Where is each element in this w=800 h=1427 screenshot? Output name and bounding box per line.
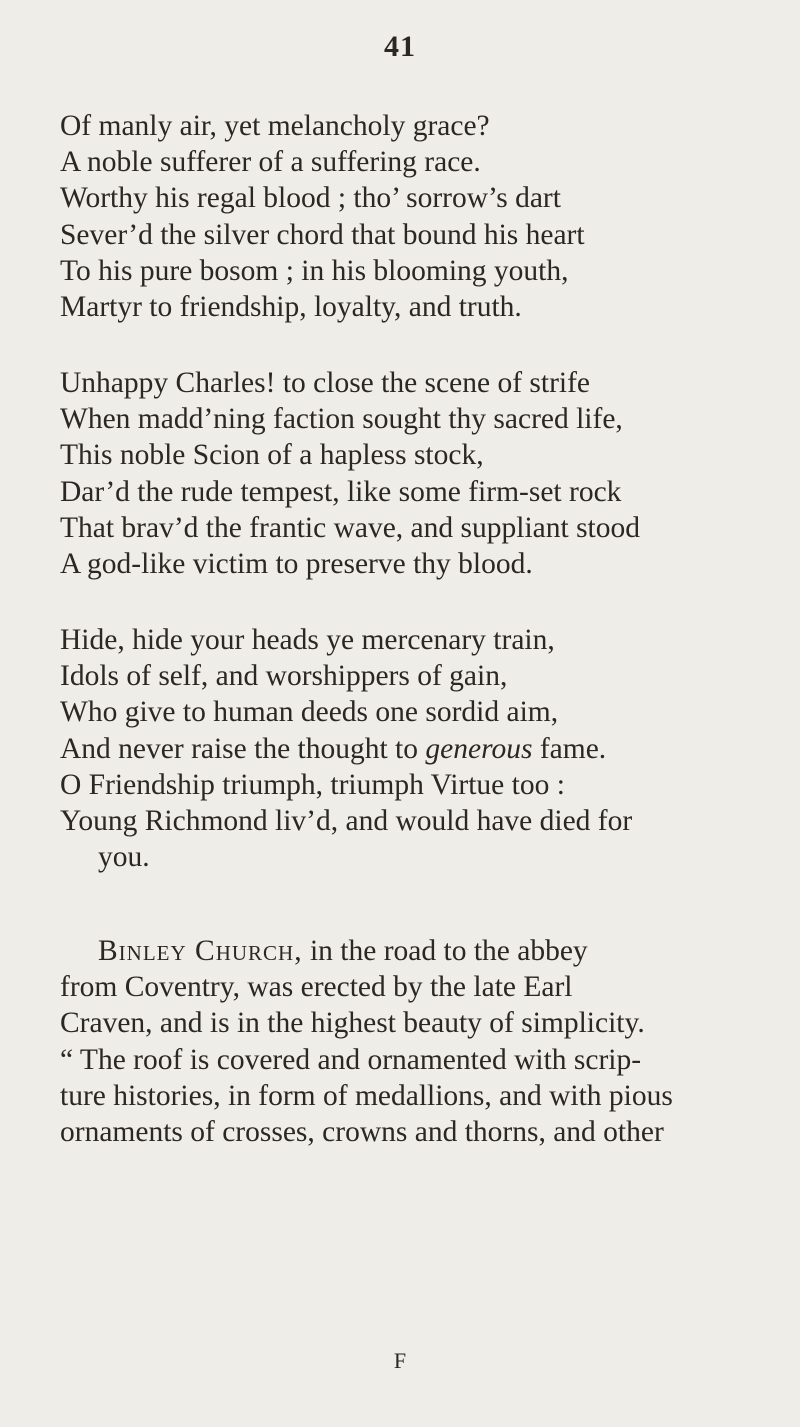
poem-line: Sever’d the silver chord that bound his heart [60, 218, 585, 251]
poem-line: Young Richmond liv’d, and would have died for [60, 805, 633, 838]
poem-stanza-2 [60, 365, 760, 582]
prose-line: from Coventry, was erected by the late Earl [60, 971, 573, 1004]
poem-stanza-1 [60, 108, 760, 325]
poem-line-runover: you. [98, 841, 150, 874]
poem-line: Who give to human deeds one sordid aim, [60, 696, 559, 729]
poem-line: To his pure bosom ; in his blooming youth, [60, 254, 569, 287]
poem-line: That brav’d the frantic wave, and suppliant stood [60, 511, 640, 544]
poem-line: Of manly air, yet melancholy grace? [60, 110, 490, 142]
prose-line: “ The roof is covered and ornamented with scrip- [60, 1043, 642, 1076]
prose-heading: Binley Church, [98, 935, 303, 967]
prose-line [60, 933, 760, 969]
prose-line-text: in the road to the abbey [302, 935, 588, 967]
page-number: 41 [384, 30, 416, 63]
prose-line: ture histories, in form of medallions, and with pious [60, 1079, 673, 1112]
prose-line: Craven, and is in the highest beauty of simplicity. [60, 1007, 645, 1040]
prose-line: ornaments of crosses, crowns and thorns, and other [60, 1116, 664, 1149]
poem-line: When madd’ning faction sought thy sacred life, [60, 403, 623, 436]
poem-line-text: fame. [532, 732, 607, 765]
poem-line: Martyr to friendship, loyalty, and truth. [60, 291, 522, 324]
prose-paragraph [60, 933, 760, 1150]
poem-stanza-3 [60, 622, 760, 875]
poem-line: This noble Scion of a hapless stock, [60, 439, 484, 472]
poem-line: Idols of self, and worshippers of gain, [60, 660, 508, 693]
poem-line: Dar’d the rude tempest, like some firm-set rock [60, 475, 622, 508]
poem-line-text: And never raise the thought to [60, 732, 426, 765]
signature-mark: F [393, 1348, 407, 1373]
poem-line [60, 731, 760, 767]
emphasis-generous: generous [425, 732, 533, 765]
poem-line: A noble sufferer of a suffering race. [60, 146, 481, 179]
poem-line: O Friendship triumph, triumph Virtue too : [60, 768, 565, 801]
poem-line: Worthy his regal blood ; tho’ sorrow’s dart [60, 182, 561, 215]
poem-line: Hide, hide your heads ye mercenary train, [60, 624, 555, 656]
poem-line: Unhappy Charles! to close the scene of strife [60, 367, 591, 399]
poem-line: A god-like victim to preserve thy blood. [60, 548, 533, 581]
